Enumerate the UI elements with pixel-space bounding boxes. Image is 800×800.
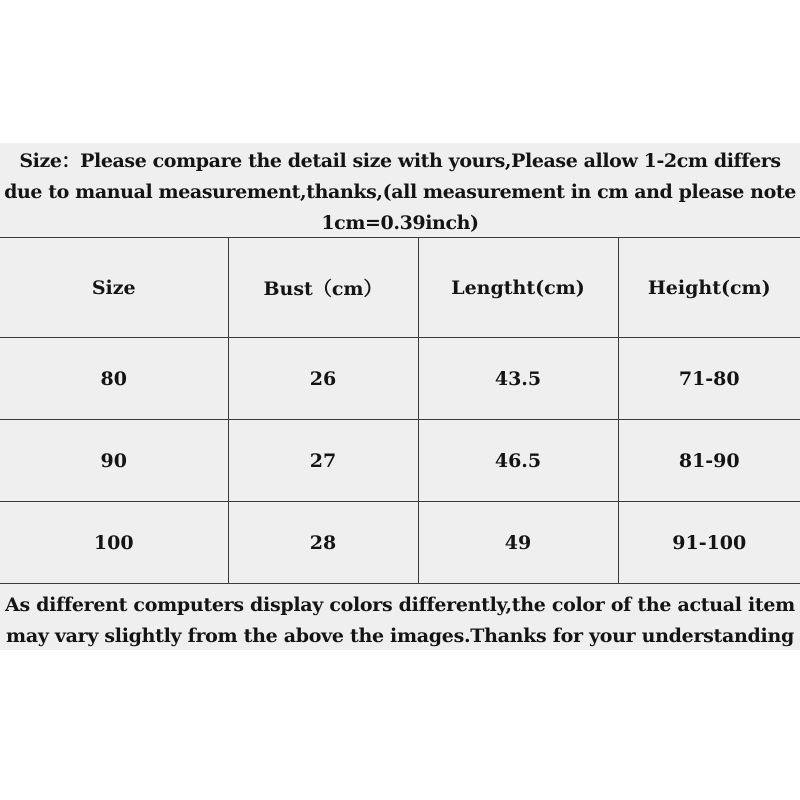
cell-size: 90 <box>0 420 228 502</box>
cell-length: 49 <box>418 502 618 584</box>
disclaimer-line: may vary slightly from the above the images.Thanks for your understanding <box>6 625 794 647</box>
table-row <box>0 338 800 420</box>
size-note <box>0 146 800 239</box>
cell-height: 91-100 <box>618 502 800 584</box>
size-note-line: Size：Please compare the detail size with yours,Please allow 1-2cm differs <box>19 150 781 172</box>
cell-size: 100 <box>0 502 228 584</box>
size-note-line: due to manual measurement,thanks,(all measurement in cm and please note <box>4 181 796 203</box>
table-row <box>0 420 800 502</box>
column-header-height: Height(cm) <box>618 238 800 338</box>
cell-size: 80 <box>0 338 228 420</box>
disclaimer-line: As different computers display colors differently,the color of the actual item <box>5 594 795 616</box>
cell-bust: 27 <box>228 420 418 502</box>
table-row <box>0 502 800 584</box>
size-table <box>0 237 800 584</box>
color-disclaimer <box>0 590 800 652</box>
size-note-line: 1cm=0.39inch) <box>321 212 479 234</box>
column-header-bust: Bust（cm） <box>228 238 418 338</box>
column-header-length: Lengtht(cm) <box>418 238 618 338</box>
cell-bust: 26 <box>228 338 418 420</box>
cell-height: 81-90 <box>618 420 800 502</box>
table-header-row <box>0 238 800 338</box>
column-header-size: Size <box>0 238 228 338</box>
cell-length: 43.5 <box>418 338 618 420</box>
cell-bust: 28 <box>228 502 418 584</box>
cell-height: 71-80 <box>618 338 800 420</box>
cell-length: 46.5 <box>418 420 618 502</box>
